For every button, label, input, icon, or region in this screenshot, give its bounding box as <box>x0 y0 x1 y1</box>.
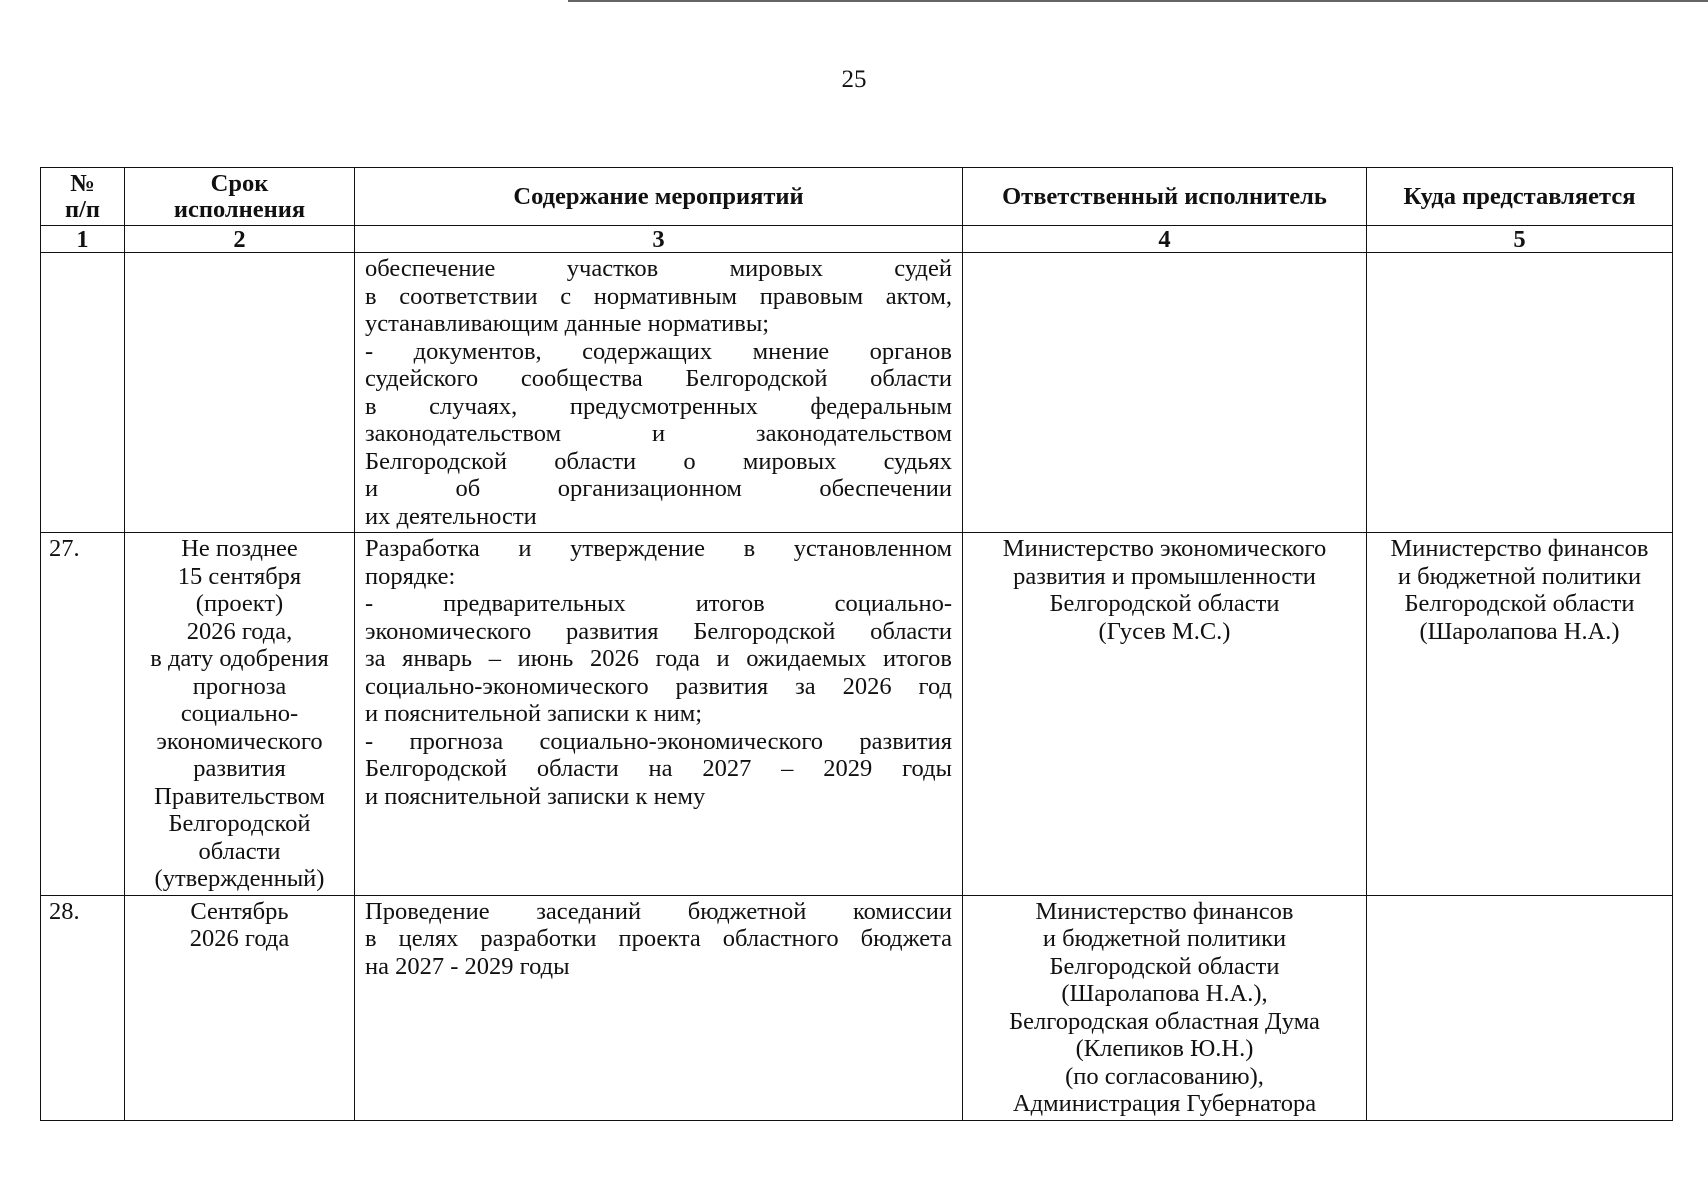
recipient-line: Белгородской области <box>1404 590 1635 617</box>
header-num-line: № <box>70 169 95 197</box>
recipient-line: (Шаролапова Н.А.) <box>1419 617 1620 645</box>
table-row-continuation <box>41 253 1673 533</box>
row-recipient-cell <box>1367 895 1673 1120</box>
content-line: - прогноза социально-экономического развития <box>365 727 952 755</box>
term-line: области <box>198 837 281 865</box>
row-recipient-cell <box>1367 533 1673 896</box>
page-number: 25 <box>841 66 867 93</box>
responsible-line: (по согласованию), <box>1065 1062 1264 1090</box>
term-line: социально- <box>180 700 299 727</box>
content-line: их деятельности <box>365 502 537 530</box>
recipient-line: Министерство финансов <box>1390 535 1649 562</box>
content-line: обеспечение участков мировых судей <box>365 255 952 282</box>
row-content-cell <box>355 533 963 896</box>
content-line: судейского сообщества Белгородской области <box>365 365 952 392</box>
column-number: 4 <box>963 226 1367 253</box>
row-term-cell <box>125 895 355 1120</box>
row-recipient-cell <box>1367 253 1673 533</box>
responsible-line: (Гусев М.С.) <box>1098 617 1231 645</box>
row-content-cell <box>355 253 963 533</box>
content-line: - документов, содержащих мнение органов <box>365 337 952 365</box>
row-responsible-cell <box>963 533 1367 896</box>
content-line: в целях разработки проекта областного бюджета <box>365 925 952 952</box>
content-line: Разработка и утверждение в установленном <box>365 535 952 562</box>
events-table-wrap <box>40 167 1672 1121</box>
header-num <box>41 168 125 226</box>
column-number: 5 <box>1367 226 1673 253</box>
content-line: на 2027 - 2029 годы <box>365 952 570 980</box>
term-line: прогноза <box>192 672 287 700</box>
term-line: (утвержденный) <box>154 865 325 892</box>
responsible-line: Министерство финансов <box>1035 897 1294 925</box>
term-line: Не позднее <box>181 535 298 562</box>
term-line: Сентябрь <box>190 897 289 925</box>
responsible-line: Белгородской области <box>1049 590 1280 617</box>
row-num-cell: 28. <box>41 895 125 1120</box>
header-content: Содержание мероприятий <box>355 168 963 226</box>
content-line: в соответствии с нормативным правовым актом, <box>365 282 952 310</box>
header-row <box>41 168 1673 226</box>
table-row-27 <box>41 533 1673 896</box>
content-line: - предварительных итогов социально- <box>365 590 952 617</box>
header-term-line: Срок <box>210 169 269 197</box>
row-num-cell: 27. <box>41 533 125 896</box>
term-line: Правительством <box>154 782 325 810</box>
header-term-line: исполнения <box>173 195 306 223</box>
column-number-row <box>41 226 1673 253</box>
term-line: 15 сентября <box>177 562 302 590</box>
responsible-line: (Клепиков Ю.Н.) <box>1075 1035 1254 1062</box>
row-term-cell <box>125 533 355 896</box>
row-responsible-cell <box>963 253 1367 533</box>
header-num-line: п/п <box>64 195 101 223</box>
term-line: Белгородской <box>168 810 311 837</box>
term-line: 2026 года <box>189 925 290 952</box>
responsible-line: Администрация Губернатора <box>1012 1090 1317 1117</box>
header-responsible: Ответственный исполнитель <box>963 168 1367 226</box>
responsible-line: (Шаролапова Н.А.), <box>1061 980 1268 1007</box>
content-line: за январь – июнь 2026 года и ожидаемых итогов <box>365 645 952 672</box>
responsible-line: Белгородская областная Дума <box>1009 1007 1320 1035</box>
content-line: в случаях, предусмотренных федеральным <box>365 392 952 420</box>
row-content-cell <box>355 895 963 1120</box>
content-line: экономического развития Белгородской области <box>365 617 952 645</box>
header-term <box>125 168 355 226</box>
content-line: социально-экономического развития за 2026 год <box>365 672 952 700</box>
term-line: 2026 года, <box>186 617 293 645</box>
responsible-line: развития и промышленности <box>1013 562 1316 590</box>
events-table <box>40 167 1673 1121</box>
header-recipient: Куда представляется <box>1367 168 1673 226</box>
content-line: устанавливающим данные нормативы; <box>365 310 770 337</box>
responsible-line: Министерство экономического <box>1002 535 1327 562</box>
content-line: и пояснительной записки к нему <box>365 782 706 810</box>
column-number: 2 <box>125 226 355 253</box>
content-line: порядке: <box>365 562 456 590</box>
content-line: и пояснительной записки к ним; <box>365 700 703 727</box>
content-line: Белгородской области на 2027 – 2029 годы <box>365 755 952 782</box>
term-line: экономического <box>156 727 323 755</box>
term-line: (проект) <box>195 590 284 617</box>
table-row-28 <box>41 895 1673 1120</box>
content-line: Белгородской области о мировых судьях <box>365 447 952 475</box>
recipient-line: и бюджетной политики <box>1397 562 1642 590</box>
row-num-cell <box>41 253 125 533</box>
column-number: 1 <box>41 226 125 253</box>
top-rule <box>568 0 1708 2</box>
content-line: законодательством и законодательством <box>365 420 952 447</box>
row-term-cell <box>125 253 355 533</box>
responsible-line: Белгородской области <box>1049 952 1280 980</box>
responsible-line: и бюджетной политики <box>1042 925 1287 952</box>
term-line: развития <box>193 755 286 782</box>
column-number: 3 <box>355 226 963 253</box>
row-responsible-cell <box>963 895 1367 1120</box>
content-line: Проведение заседаний бюджетной комиссии <box>365 897 952 925</box>
content-line: и об организационном обеспечении <box>365 475 952 502</box>
term-line: в дату одобрения <box>150 645 329 672</box>
